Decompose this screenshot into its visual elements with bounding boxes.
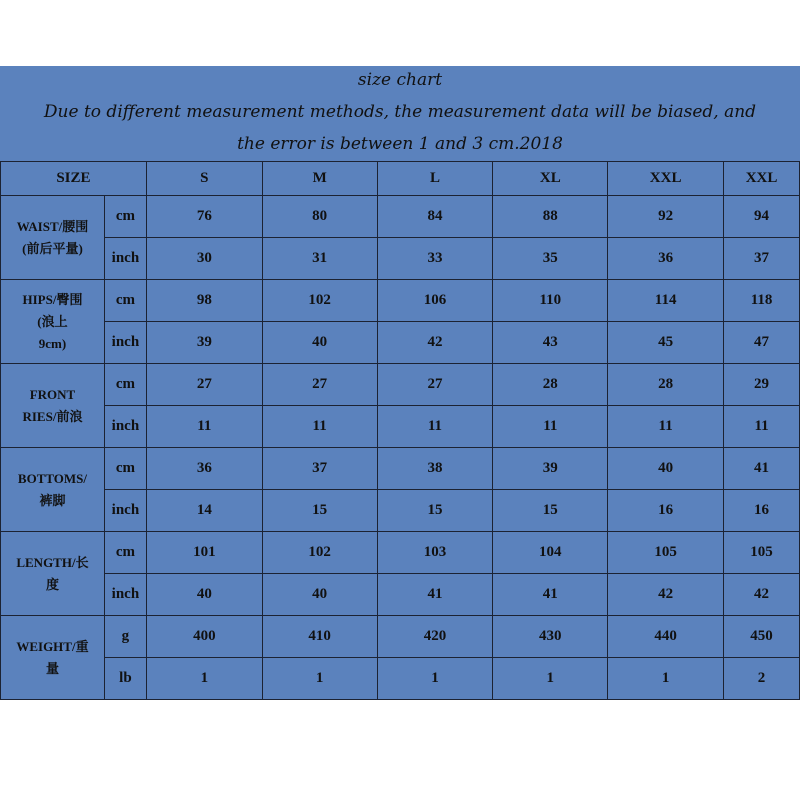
value-cell: 42 <box>608 574 724 616</box>
value-cell: 15 <box>493 490 608 532</box>
value-cell: 114 <box>608 280 724 322</box>
value-cell: 14 <box>146 490 262 532</box>
value-cell: 2 <box>724 658 800 700</box>
value-cell: 27 <box>262 364 377 406</box>
value-cell: 27 <box>377 364 493 406</box>
measurement-label <box>1 448 105 532</box>
measurement-label-line: BOTTOMS/ <box>17 470 88 486</box>
value-cell: 102 <box>262 532 377 574</box>
value-cell: 30 <box>146 238 262 280</box>
value-cell: 11 <box>724 406 800 448</box>
value-cell: 38 <box>377 448 493 490</box>
value-cell: 430 <box>493 616 608 658</box>
size-header-xxl-2: XXL <box>724 162 800 196</box>
unit-cell: cm <box>104 196 146 238</box>
value-cell: 36 <box>608 238 724 280</box>
value-cell: 11 <box>146 406 262 448</box>
value-cell: 39 <box>146 322 262 364</box>
value-cell: 105 <box>724 532 800 574</box>
value-cell: 1 <box>493 658 608 700</box>
unit-cell: cm <box>104 448 146 490</box>
value-cell: 36 <box>146 448 262 490</box>
value-cell: 76 <box>146 196 262 238</box>
unit-cell: inch <box>104 574 146 616</box>
measurement-label <box>1 532 105 616</box>
unit-cell: inch <box>104 238 146 280</box>
value-cell: 11 <box>377 406 493 448</box>
value-cell: 11 <box>262 406 377 448</box>
value-cell: 88 <box>493 196 608 238</box>
value-cell: 1 <box>262 658 377 700</box>
value-cell: 37 <box>724 238 800 280</box>
size-header-l: L <box>377 162 493 196</box>
value-cell: 39 <box>493 448 608 490</box>
value-cell: 16 <box>724 490 800 532</box>
value-cell: 11 <box>493 406 608 448</box>
table-row <box>1 196 800 238</box>
measurement-label <box>1 616 105 700</box>
value-cell: 11 <box>608 406 724 448</box>
value-cell: 40 <box>608 448 724 490</box>
measurement-label-line: (浪上 <box>37 313 68 329</box>
value-cell: 400 <box>146 616 262 658</box>
measurement-label-line: WEIGHT/重 <box>16 638 89 654</box>
measurement-label-line: 裤脚 <box>39 492 66 508</box>
unit-cell: cm <box>104 364 146 406</box>
table-row <box>1 658 800 700</box>
value-cell: 28 <box>608 364 724 406</box>
value-cell: 84 <box>377 196 493 238</box>
table-row <box>1 280 800 322</box>
measurement-label-line: WAIST/腰围 <box>16 218 89 234</box>
table-row <box>1 322 800 364</box>
value-cell: 31 <box>262 238 377 280</box>
value-cell: 103 <box>377 532 493 574</box>
value-cell: 16 <box>608 490 724 532</box>
value-cell: 1 <box>608 658 724 700</box>
value-cell: 41 <box>724 448 800 490</box>
measurement-label-line: RIES/前浪 <box>22 408 83 424</box>
measurement-label-line: FRONT <box>29 386 76 402</box>
value-cell: 37 <box>262 448 377 490</box>
value-cell: 105 <box>608 532 724 574</box>
size-header-cell: SIZE <box>1 162 147 196</box>
value-cell: 98 <box>146 280 262 322</box>
size-chart <box>0 66 800 700</box>
unit-cell: cm <box>104 280 146 322</box>
table-row <box>1 574 800 616</box>
unit-cell: lb <box>104 658 146 700</box>
chart-header <box>0 66 800 161</box>
value-cell: 410 <box>262 616 377 658</box>
value-cell: 104 <box>493 532 608 574</box>
value-cell: 420 <box>377 616 493 658</box>
value-cell: 28 <box>493 364 608 406</box>
value-cell: 40 <box>262 574 377 616</box>
table-row <box>1 406 800 448</box>
measurement-label-line: LENGTH/长 <box>16 554 89 570</box>
value-cell: 1 <box>377 658 493 700</box>
measurement-label-line: 量 <box>45 660 59 676</box>
measurement-label-line: 9cm) <box>38 335 67 351</box>
value-cell: 440 <box>608 616 724 658</box>
disclaimer-line-2: the error is between 1 and 3 cm.2018 <box>237 134 563 154</box>
unit-cell: inch <box>104 322 146 364</box>
value-cell: 80 <box>262 196 377 238</box>
value-cell: 450 <box>724 616 800 658</box>
value-cell: 110 <box>493 280 608 322</box>
value-cell: 42 <box>724 574 800 616</box>
value-cell: 101 <box>146 532 262 574</box>
value-cell: 29 <box>724 364 800 406</box>
measurement-label <box>1 196 105 280</box>
value-cell: 27 <box>146 364 262 406</box>
unit-cell: cm <box>104 532 146 574</box>
value-cell: 42 <box>377 322 493 364</box>
unit-cell: inch <box>104 490 146 532</box>
value-cell: 106 <box>377 280 493 322</box>
unit-cell: g <box>104 616 146 658</box>
value-cell: 43 <box>493 322 608 364</box>
measurement-label <box>1 364 105 448</box>
table-row <box>1 238 800 280</box>
value-cell: 94 <box>724 196 800 238</box>
size-header-xl: XL <box>493 162 608 196</box>
measurement-label-line: (前后平量) <box>22 240 83 256</box>
measurement-label <box>1 280 105 364</box>
table-row <box>1 616 800 658</box>
value-cell: 15 <box>377 490 493 532</box>
measurement-label-line: 度 <box>45 576 59 592</box>
value-cell: 15 <box>262 490 377 532</box>
value-cell: 40 <box>146 574 262 616</box>
unit-cell: inch <box>104 406 146 448</box>
table-row <box>1 448 800 490</box>
table-row <box>1 490 800 532</box>
value-cell: 45 <box>608 322 724 364</box>
chart-title: size chart <box>357 70 443 90</box>
value-cell: 40 <box>262 322 377 364</box>
table-row <box>1 532 800 574</box>
value-cell: 92 <box>608 196 724 238</box>
value-cell: 102 <box>262 280 377 322</box>
size-table <box>0 161 800 700</box>
value-cell: 41 <box>377 574 493 616</box>
value-cell: 47 <box>724 322 800 364</box>
size-header-s: S <box>146 162 262 196</box>
measurement-label-line: HIPS/臀围 <box>22 291 83 307</box>
value-cell: 35 <box>493 238 608 280</box>
value-cell: 33 <box>377 238 493 280</box>
value-cell: 1 <box>146 658 262 700</box>
size-header-m: M <box>262 162 377 196</box>
size-header-xxl: XXL <box>608 162 724 196</box>
value-cell: 118 <box>724 280 800 322</box>
value-cell: 41 <box>493 574 608 616</box>
disclaimer-line-1: Due to different measurement methods, the measurement data will be biased, and <box>43 102 757 122</box>
header-row <box>1 162 800 196</box>
table-row <box>1 364 800 406</box>
